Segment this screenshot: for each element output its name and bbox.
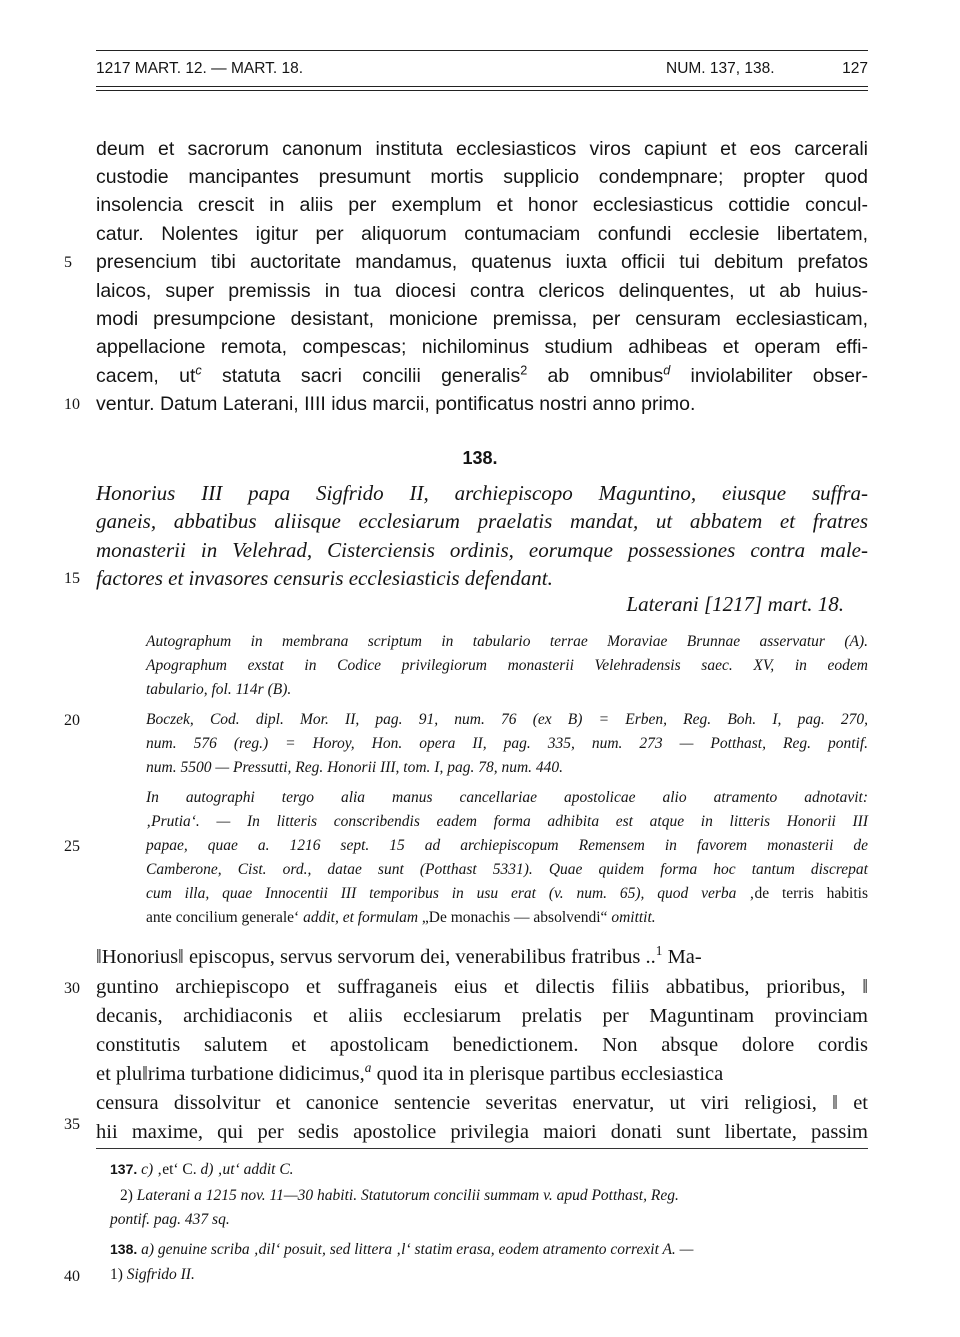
text-segment: et plu‖rima turbatione didicimus, <box>96 1063 365 1085</box>
footnote-text: Sigfrido II. <box>126 1266 195 1283</box>
text-line: censura dissolvitur et canonice sentencie severitas enervatur, ut viri religiosi, ‖ et <box>96 1092 868 1114</box>
footnote-mark: 1 <box>655 943 663 959</box>
footnote-137 <box>110 1158 294 1181</box>
line-number: 25 <box>64 838 80 855</box>
source-line: tabulario, fol. 114r (B). <box>146 681 292 698</box>
footnote-mark: c <box>195 363 202 378</box>
text-line <box>96 363 868 390</box>
text-line: laicos, super premissis in tua diocesi contra clericos delinquentes, ut ab huius- <box>96 280 868 302</box>
text-line: decanis, archidiaconis et aliis ecclesiarum prelatis per Maguntinam provinciam <box>96 1005 868 1027</box>
regest-line: monasterii in Velehrad, Cisterciensis ordinis, eorumque possessiones contra male- <box>96 538 868 562</box>
line-number: 5 <box>64 254 72 271</box>
source-line: num. 576 (reg.) = Horoy, Hon. opera II, pag. 335, num. 273 — Potthast, Reg. pontif. <box>146 735 868 752</box>
source-line: papae, quae a. 1216 sept. 15 ad archiepiscopum Remensem in favorem monasterii de <box>146 837 868 854</box>
text-segment: „De monachis — absolvendi“ <box>421 909 608 926</box>
source-line: Camberone, Cist. ord., datae sunt (Potthast 5331). Quae quidem forma hoc tantum discrepat <box>146 861 868 878</box>
source-line: num. 5500 — Pressutti, Reg. Honorii III, tom. I, pag. 78, num. 440. <box>146 759 564 776</box>
footnote-key: 1) <box>110 1266 127 1283</box>
source-line: In autographi tergo alia manus cancellariae apostolicae alio atramento adnotavit: <box>146 789 868 806</box>
footnote-mark: 2 <box>520 363 528 378</box>
footnote-text: ‚ut‘ addit C. <box>213 1161 294 1178</box>
text-segment: cum illa, quae Innocentii III temporibus in usu erat (v. num. 65), quod verba <box>146 885 737 902</box>
document-date: Laterani [1217] mart. 18. <box>626 592 844 616</box>
regest-line: factores et invasores censuris ecclesiasticis defendant. <box>96 566 553 590</box>
text-line: hii maxime, qui per sedis apostolice privilegia maiori donati sunt libertate, passim <box>96 1121 868 1143</box>
footnote-2 <box>120 1185 679 1207</box>
text-line: insolencia crescit in aliis per exemplum et honor ecclesiasticus cottidie concul- <box>96 194 868 216</box>
footnote-text: ‚et‘ C. <box>153 1161 201 1178</box>
footnote-key: c) <box>141 1161 154 1178</box>
text-line: presencium tibi auctoritate mandamus, quatenus iuxta officii tui debitum prefatos <box>96 251 868 273</box>
source-line: Autographum in membrana scriptum in tabulario terrae Moraviae Brunnae asservatur (A). <box>146 633 868 650</box>
running-header <box>96 60 868 82</box>
text-line: constitutis salutem et apostolicam benedictionem. Non absque dolore cordis <box>96 1034 868 1056</box>
header-top-rule <box>96 50 868 51</box>
line-number: 35 <box>64 1116 80 1133</box>
text-line <box>96 944 868 971</box>
text-line: custodie mancipantes presumunt mortis supplicio condempnare; propter quod <box>96 166 868 188</box>
text-line: ventur. Datum Laterani, IIII idus marcii, pontificatus nostri anno primo. <box>96 393 696 415</box>
footnote-number: 138. <box>110 1241 138 1257</box>
footnote-key: 2) <box>120 1187 137 1204</box>
text-segment: omittit. <box>607 909 656 926</box>
text-line: appellacione remota, compescas; nichilominus studium adhibeas et operam effi- <box>96 336 868 358</box>
text-segment: quod ita in plerisque partibus ecclesiastica <box>371 1063 724 1085</box>
text-segment: Ma- <box>662 946 702 968</box>
footnote-mark: a <box>364 1060 372 1076</box>
footnote-key: d) <box>200 1161 214 1178</box>
line-number: 30 <box>64 980 80 997</box>
text-segment: cacem, ut <box>96 365 196 387</box>
text-segment: inviolabiliter obser- <box>670 365 868 387</box>
footnote-138 <box>110 1238 693 1261</box>
text-segment: ‖Honorius‖ episcopus, servus servorum dei, venerabilibus fratribus .. <box>96 946 656 968</box>
text-segment: ‚de terris habitis <box>749 885 868 902</box>
header-date-range: 1217 MART. 12. — MART. 18. <box>96 60 304 77</box>
regest-line: ganeis, abbatibus aliisque ecclesiarum praelatis mandat, ut abbatem et fratres <box>96 509 868 533</box>
line-number: 10 <box>64 396 80 413</box>
text-line: modi presumpcione desistant, monicione premissa, per censuram ecclesiasticam, <box>96 308 868 330</box>
line-number: 20 <box>64 712 80 729</box>
source-line <box>146 906 868 929</box>
footnote-text: genuine scriba ‚dil‘ posuit, sed littera ‚l‘ statim erasa, eodem atramento correxit A. — <box>154 1241 694 1258</box>
line-number: 15 <box>64 570 80 587</box>
text-line <box>96 1061 868 1088</box>
regest-line: Honorius III papa Sigfrido II, archiepiscopo Maguntino, eiusque suffra- <box>96 481 868 505</box>
footnote-key: a) <box>141 1241 155 1258</box>
text-line: guntino archiepiscopo et suffraganeis eius et dilectis filiis abbatibus, prioribus, ‖ <box>96 976 868 998</box>
document-number: 138. <box>462 448 498 468</box>
source-line: Apographum exstat in Codice privilegiorum monasterii Velehradensis saec. XV, in eodem <box>146 657 868 674</box>
text-segment: statuta sacri concilii generalis <box>201 365 521 387</box>
text-line: deum et sacrorum canonum instituta ecclesiasticos viros capiunt et eos carcerali <box>96 138 868 160</box>
footnote-text: Laterani a 1215 nov. 11—30 habiti. Statutorum concilii summam v. apud Potthast, Reg. <box>136 1187 679 1204</box>
footnote-number: 137. <box>110 1161 138 1177</box>
line-number: 40 <box>64 1268 80 1285</box>
footnote-1 <box>110 1264 195 1286</box>
header-bottom-rule <box>96 86 868 87</box>
header-numbers: NUM. 137, 138. <box>666 60 775 77</box>
source-line: ‚Prutia‘. — In litteris conscribendis eadem forma adhibita est atque in litteris Honorii III <box>146 813 868 830</box>
text-segment: ab omnibus <box>527 365 664 387</box>
source-line: Boczek, Cod. dipl. Mor. II, pag. 91, num. 76 (ex B) = Erben, Reg. Boh. I, pag. 270, <box>146 711 868 728</box>
footnote-2-cont: pontif. pag. 437 sq. <box>110 1211 230 1228</box>
header-bottom-rule-2 <box>96 90 868 91</box>
text-line: catur. Nolentes igitur per aliquorum contumaciam confundi ecclesie libertatem, <box>96 223 868 245</box>
text-segment: ante concilium generale‘ <box>146 909 300 926</box>
text-segment: addit, et formulam <box>299 909 422 926</box>
page-number: 127 <box>842 60 868 77</box>
footnote-rule <box>96 1148 868 1149</box>
footnote-mark: d <box>663 363 671 378</box>
source-line <box>146 882 868 905</box>
